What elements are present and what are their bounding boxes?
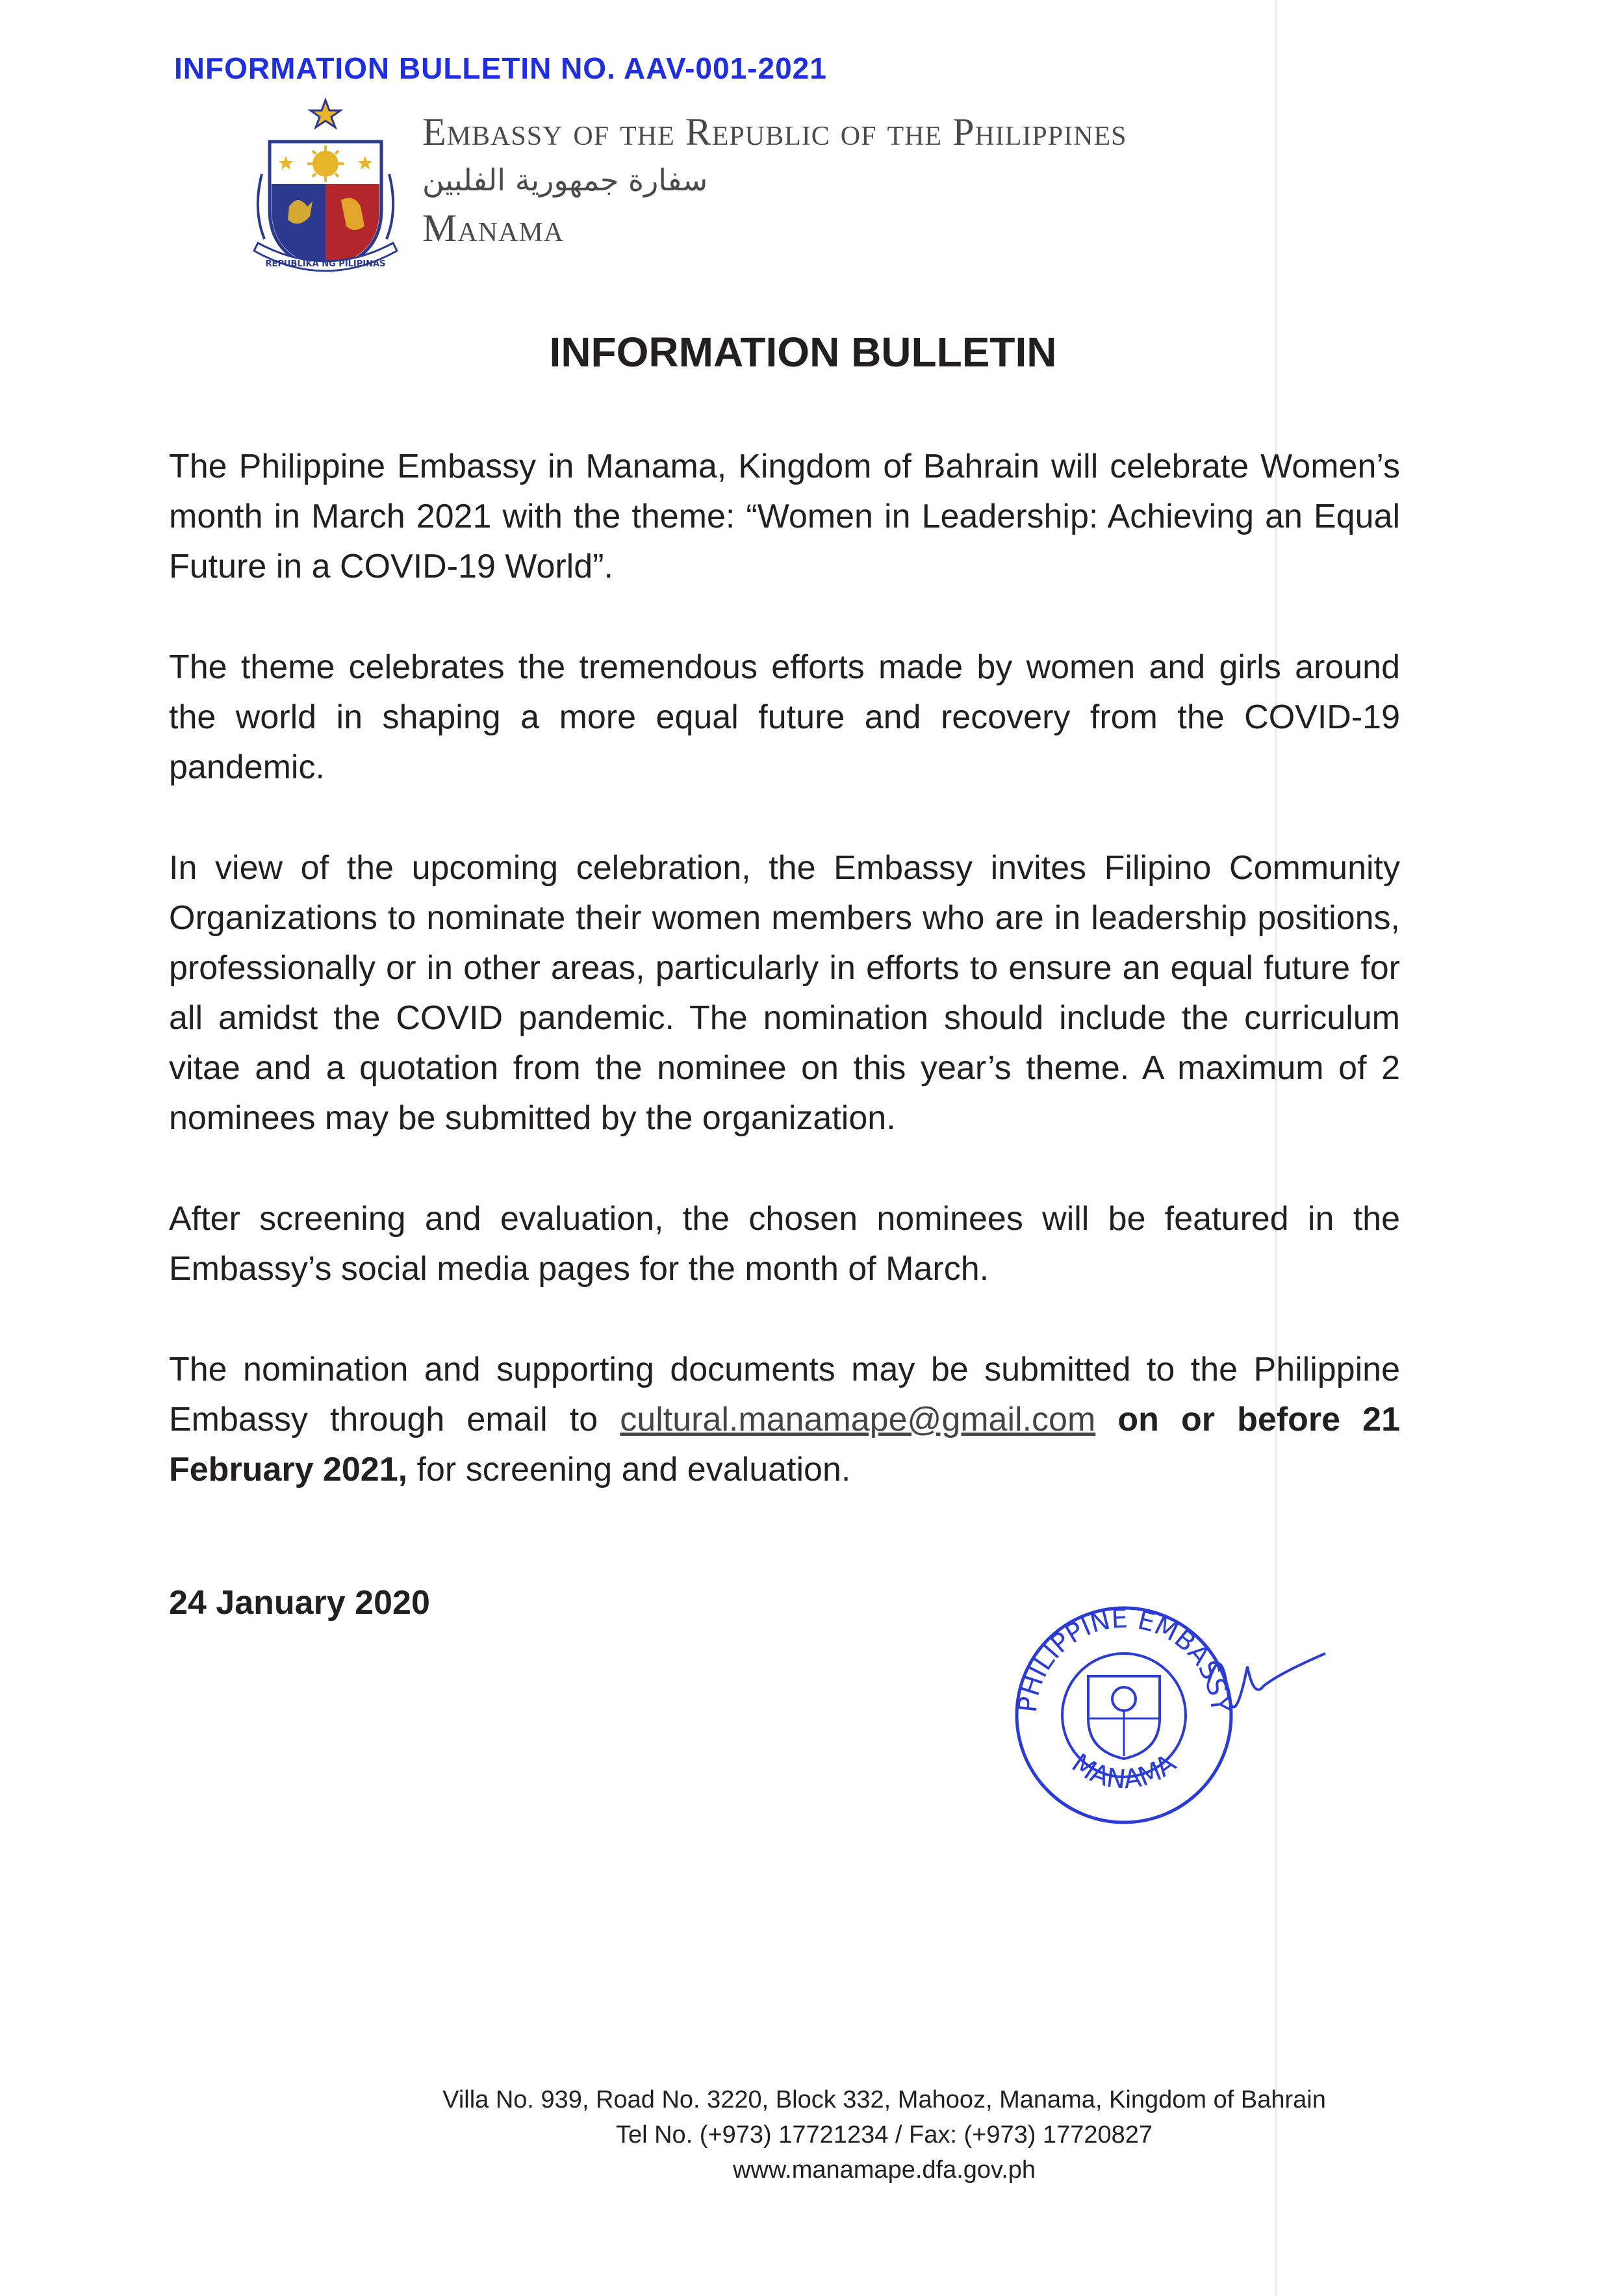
paragraph-submission	[169, 1345, 1400, 1495]
seal-scroll-text: REPUBLIKA NG PILIPINAS	[265, 259, 386, 269]
bulletin-date: 24 January 2020	[169, 1584, 430, 1622]
email-link[interactable]: cultural.manamape@gmail.com	[620, 1401, 1096, 1438]
stamp-top-text: PHILIPPINE EMBASSY	[1012, 1603, 1236, 1715]
embassy-city: Manama	[422, 207, 565, 249]
stamp-bottom-text: MANAMA	[1066, 1748, 1182, 1795]
footer	[0, 2082, 1606, 2188]
bulletin-number: INFORMATION BULLETIN NO. AAV-001-2021	[174, 51, 827, 85]
paragraph-celebration: The theme celebrates the tremendous efforts made by women and girls around the world in shaping a more equal future and recovery from the COVID-19 pandemic.	[169, 648, 1400, 786]
embassy-stamp	[1001, 1595, 1338, 1842]
submission-text-end: for screening and evaluation.	[407, 1451, 851, 1488]
embassy-name-arabic: سفارة جمهورية الفلبين	[422, 162, 708, 198]
paragraph-screening: After screening and evaluation, the chosen nominees will be featured in the Embassy’s social media pages for the month of March.	[169, 1200, 1400, 1288]
letterhead	[422, 109, 1127, 251]
submission-text: The nomination and supporting documents may be submitted to the Philippine Embassy through email to	[169, 1351, 1400, 1438]
coat-of-arms-seal	[250, 96, 401, 291]
paragraph-invitation: In view of the upcoming celebration, the Embassy invites Filipino Community Organizations to nominate their women members who are in leadership positions, professionally or in other areas, particularly in efforts to ensure an equal future for all amidst the COVID pandemic. The nomination should include the curriculum vitae and a quotation from the nominee on this year’s theme. A maximum of 2 nominees may be submitted by the organization.	[169, 849, 1400, 1137]
footer-address: Villa No. 939, Road No. 3220, Block 332, Mahooz, Manama, Kingdom of Bahrain	[442, 2086, 1326, 2113]
document-title: INFORMATION BULLETIN	[549, 329, 1057, 376]
submission-deadline: on or before 21 February 2021,	[169, 1401, 1401, 1488]
footer-phone: Tel No. (+973) 17721234 / Fax: (+973) 17720827	[615, 2121, 1153, 2149]
bulletin-body	[169, 442, 1400, 1546]
paragraph-theme: The Philippine Embassy in Manama, Kingdom of Bahrain will celebrate Women’s month in March 2021 with the theme: “Women in Leadership: Achieving an Equal Future in a COVID-19 World”.	[169, 448, 1400, 585]
embassy-name: Embassy of the Republic of the Philippines	[422, 110, 1127, 153]
footer-website: www.manamape.dfa.gov.ph	[732, 2156, 1036, 2184]
